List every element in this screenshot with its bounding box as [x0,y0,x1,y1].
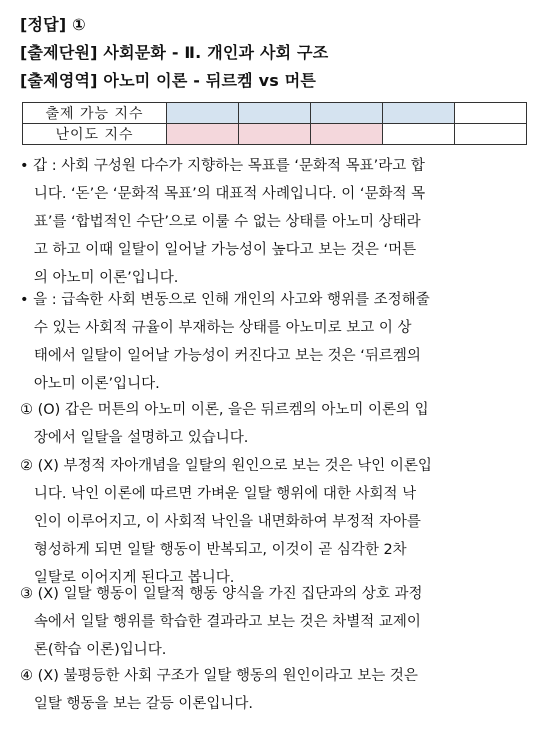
text-line: 론(학습 이론)입니다. [20,642,167,658]
text-line: 장에서 일탈을 설명하고 있습니다. [20,430,249,446]
text-line: 인이 이루어지고, 이 사회적 낙인을 내면화하여 부정적 자아를 [20,514,421,530]
text-line: 의 아노미 이론’입니다. [20,270,179,286]
text-line: ③ (X) 일탈 행동이 일탈적 행동 양식을 가진 집단과의 상호 과정 [20,586,423,602]
option-2-explanation [20,452,540,592]
rating-table [22,102,527,145]
rating-cell [239,103,311,124]
rating-row-likelihood [23,103,527,124]
text-line: 고 하고 이때 일탈이 일어날 가능성이 높다고 보는 것은 ‘머튼 [20,242,417,258]
text-line: 일탈 행동을 보는 갈등 이론입니다. [20,696,253,712]
option-1-explanation [20,396,540,452]
rating-label: 난이도 지수 [23,124,167,145]
explanation-gap [20,152,540,292]
text-line: 형성하게 되면 일탈 행동이 반복되고, 이것이 곧 심각한 2차 [20,542,407,558]
text-line: • 갑 : 사회 구성원 다수가 지향하는 목표를 ‘문화적 목표’라고 합 [20,158,425,174]
text-line: 표’를 ‘합법적인 수단’으로 이룰 수 없는 상태를 아노미 상태라 [20,214,421,230]
area-heading: [출제영역] 아노미 이론 - 뒤르켐 vs 머튼 [20,71,317,90]
text-line: 아노미 이론’입니다. [20,376,160,392]
answer-heading: [정답] ① [20,15,86,34]
rating-cell [167,103,239,124]
text-line: 속에서 일탈 행위를 학습한 결과라고 보는 것은 차별적 교제이 [20,614,421,630]
rating-cell [455,103,527,124]
option-3-explanation [20,580,540,664]
text-line: • 을 : 급속한 사회 변동으로 인해 개인의 사고와 행위를 조정해줄 [20,292,430,308]
text-line: 수 있는 사회적 규율이 부재하는 상태를 아노미로 보고 이 상 [20,320,412,336]
rating-cell [167,124,239,145]
text-line: 니다. ‘돈’은 ‘문화적 목표’의 대표적 사례입니다. 이 ‘문화적 목 [20,186,426,202]
unit-heading: [출제단원] 사회문화 - Ⅱ. 개인과 사회 구조 [20,43,329,62]
rating-row-difficulty [23,124,527,145]
text-line: 일탈로 이어지게 된다고 봅니다. [20,570,235,586]
text-line: 태에서 일탈이 일어날 가능성이 커진다고 보는 것은 ‘뒤르켐의 [20,348,421,364]
rating-cell [383,103,455,124]
rating-cell [383,124,455,145]
rating-cell [455,124,527,145]
rating-label: 출제 가능 지수 [23,103,167,124]
option-4-explanation [20,662,540,718]
rating-cell [311,124,383,145]
rating-cell [239,124,311,145]
explanation-eul [20,286,540,398]
text-line: ① (O) 갑은 머튼의 아노미 이론, 을은 뒤르켐의 아노미 이론의 입 [20,402,429,418]
text-line: ④ (X) 불평등한 사회 구조가 일탈 행동의 원인이라고 보는 것은 [20,668,418,684]
rating-cell [311,103,383,124]
text-line: ② (X) 부정적 자아개념을 일탈의 원인으로 보는 것은 낙인 이론입 [20,458,432,474]
text-line: 니다. 낙인 이론에 따르면 가벼운 일탈 행위에 대한 사회적 낙 [20,486,417,502]
